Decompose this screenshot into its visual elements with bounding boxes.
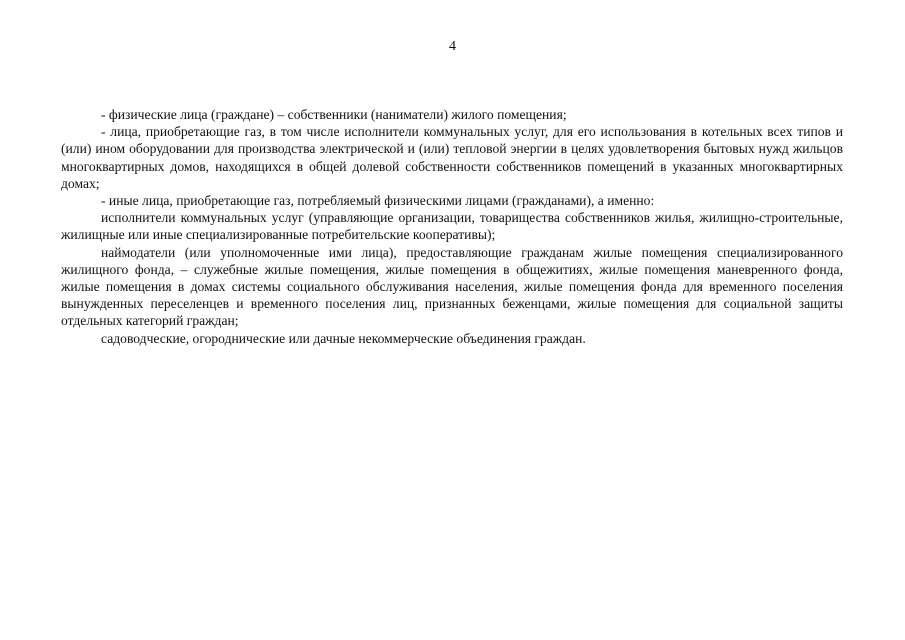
paragraph-utility-providers: исполнители коммунальных услуг (управляющие организации, товарищества собственников жилья, жилищно-строительные, жилищные или иные специализированные потребительские кооперативы); xyxy=(61,210,843,243)
page-number: 4 xyxy=(449,39,456,54)
paragraph-individuals: - физические лица (граждане) – собственники (наниматели) жилого помещения; xyxy=(101,107,567,122)
document-body xyxy=(61,106,843,347)
paragraph-other-buyers: - иные лица, приобретающие газ, потребляемый физическими лицами (гражданами), а именно: xyxy=(101,193,655,209)
paragraph-landlords: наймодатели (или уполномоченные ими лица), предоставляющие гражданам жилые помещения специализированного жилищного фонда, – служебные жилые помещения, жилые помещения в общежитиях, жилые помещения маневренного фонда, жилые помещения в домах системы социального обслуживания населения, жилые помещения фонда для временного поселения вынужденных переселенцев и временного поселения лиц, признанных беженцами, жилые помещения для социальной защиты отдельных категорий граждан; xyxy=(61,244,843,329)
paragraph-gas-buyers-boilers: - лица, приобретающие газ, в том числе исполнители коммунальных услуг, для его использования в котельных всех типов и (или) ином оборудовании для производства электрической и (или) тепловой энергии в целях удовлетворения бытовых нужд жильцов многоквартирных домов, находящихся в общей долевой собственности собственников помещений в указанных многоквартирных домах; xyxy=(61,124,843,191)
paragraph-gardening-associations: садоводческие, огороднические или дачные некоммерческие объединения граждан. xyxy=(101,330,586,346)
